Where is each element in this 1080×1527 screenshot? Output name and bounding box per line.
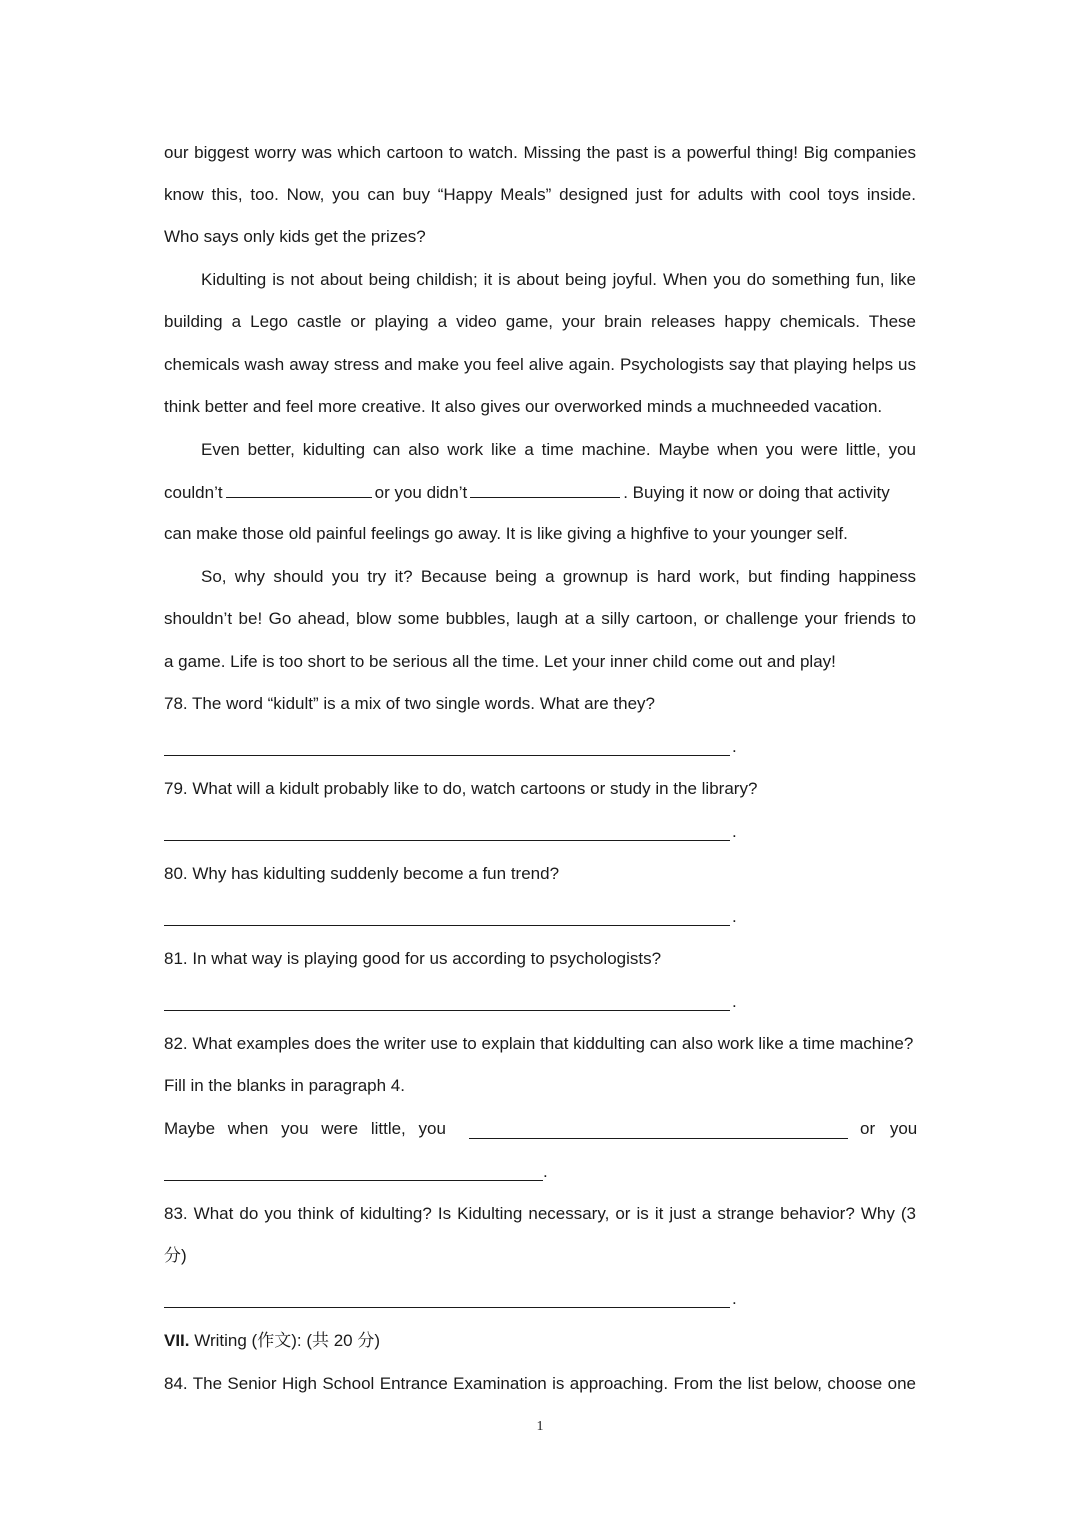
answer-period: . (732, 822, 737, 841)
question-82-instruction: Fill in the blanks in paragraph 4. (164, 1076, 405, 1095)
answer-line-83[interactable] (164, 1287, 730, 1308)
question-84: 84. The Senior High School Entrance Examination is approaching. From the list below, choose one (164, 1374, 916, 1393)
passage-line: chemicals wash away stress and make you feel alive again. Psychologists say that playing helps us (164, 355, 916, 374)
page-number: 1 (536, 1419, 544, 1434)
fill-blank-line (226, 480, 372, 498)
answer-period: . (732, 737, 737, 756)
answer-blank-82a[interactable] (469, 1119, 848, 1139)
answer-blank-82b[interactable] (164, 1160, 543, 1181)
passage-line: So, why should you try it? Because being a grownup is hard work, but finding happiness (201, 567, 916, 586)
question-80: 80. Why has kidulting suddenly become a fun trend? (164, 864, 560, 883)
answer-period: . (732, 992, 737, 1011)
question-81: 81. In what way is playing good for us according to psychologists? (164, 949, 662, 968)
passage-text: couldn’t (164, 483, 223, 502)
section-heading (164, 1329, 916, 1353)
fill-blank-line (470, 480, 620, 498)
passage-line: Kidulting is not about being childish; it is about being joyful. When you do something fun, like (201, 270, 916, 289)
fill-text: or you (860, 1119, 918, 1138)
passage-line: Who says only kids get the prizes? (164, 227, 426, 246)
passage-line-with-blanks (164, 480, 916, 505)
fill-text: Maybe when you were little, you (164, 1119, 446, 1138)
answer-line-79[interactable] (164, 820, 730, 841)
answer-period: . (732, 907, 737, 926)
passage-line: Even better, kidulting can also work like a time machine. Maybe when you were little, you (201, 440, 916, 459)
answer-line-80[interactable] (164, 905, 730, 926)
passage-line: a game. Life is too short to be serious all the time. Let your inner child come out and play! (164, 652, 836, 671)
passage-line: our biggest worry was which cartoon to watch. Missing the past is a powerful thing! Big companies (164, 143, 916, 162)
question-79: 79. What will a kidult probably like to do, watch cartoons or study in the library? (164, 779, 758, 798)
answer-period: . (543, 1162, 548, 1181)
question-78: 78. The word “kidult” is a mix of two single words. What are they? (164, 694, 655, 713)
passage-line: building a Lego castle or playing a video game, your brain releases happy chemicals. These (164, 312, 916, 331)
passage-line: know this, too. Now, you can buy “Happy Meals” designed just for adults with cool toys inside. (164, 185, 916, 204)
passage-line: shouldn’t be! Go ahead, blow some bubbles, laugh at a silly cartoon, or challenge your friends to (164, 609, 916, 628)
question-82: 82. What examples does the writer use to explain that kiddulting can also work like a time machine? (164, 1034, 914, 1053)
passage-text: . Buying it now or doing that activity (623, 483, 890, 502)
passage-line: can make those old painful feelings go away. It is like giving a highfive to your younger self. (164, 524, 848, 543)
answer-line-78[interactable] (164, 735, 730, 756)
section-numeral: VII. (164, 1331, 190, 1350)
passage-line: think better and feel more creative. It also gives our overworked minds a muchneeded vacation. (164, 397, 883, 416)
question-83-continued: 分) (164, 1246, 187, 1265)
question-83: 83. What do you think of kidulting? Is Kidulting necessary, or is it just a strange behavior? Why (3 (164, 1204, 916, 1223)
section-title: Writing (作文): (共 20 分) (194, 1331, 381, 1350)
answer-line-81[interactable] (164, 990, 730, 1011)
answer-period: . (732, 1289, 737, 1308)
passage-text: or you didn’t (374, 483, 468, 502)
